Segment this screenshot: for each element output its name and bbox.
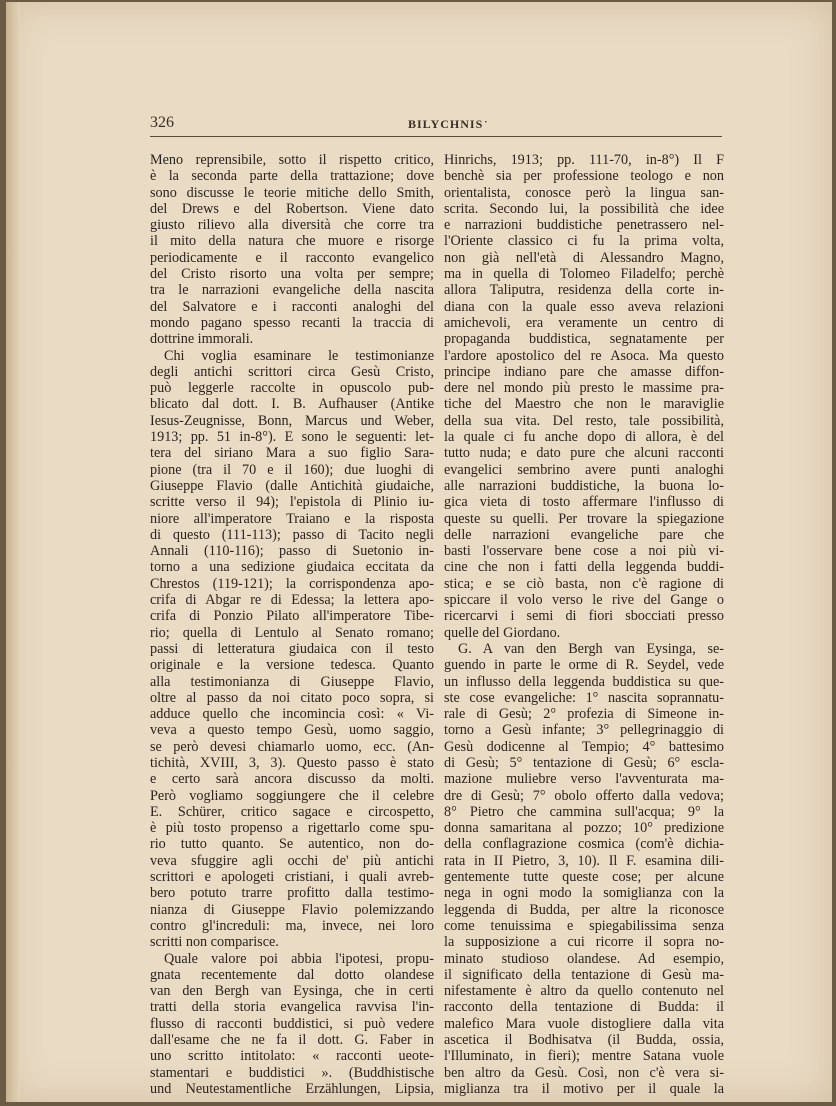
text-line: Chi voglia esaminare le testimonianze: [164, 347, 434, 364]
text-line: ben altro da Gesù. Così, non c'è vera si-: [444, 1064, 724, 1081]
text-line: del Salvatore e i racconti analoghi del: [150, 298, 434, 315]
text-line: contro gl'increduli: ma, invece, nei loro: [150, 917, 434, 934]
text-line: del Drews e del Robertson. Viene dato: [150, 200, 434, 217]
text-line: se però devesi chiamarlo uomo, ecc. (An-: [150, 738, 434, 755]
text-line: blicato dal dott. I. B. Aufhauser (Antike: [150, 396, 434, 413]
text-line: scrittori e apologeti cristiani, i quali avreb-: [150, 869, 434, 886]
running-title: BILYCHNIS: [408, 117, 484, 131]
text-line: 8° Pietro che cammina sull'acqua; 9° la: [444, 803, 724, 820]
text-line: malefico Mara vuole distogliere dalla vita: [444, 1015, 724, 1032]
text-line: guendo in parte le orme di R. Seydel, vede: [444, 657, 724, 674]
text-line: pione (tra il 70 e il 160); due luoghi di: [150, 461, 434, 478]
text-line: evangelici sembrino avere punti analoghi: [444, 461, 724, 478]
text-line: e narrazioni buddistiche penetrassero nel-: [444, 217, 724, 234]
text-line: periodicamente e il racconto evangelico: [150, 249, 434, 266]
text-line: adduce quello che incomincia così: « Vi-: [150, 706, 434, 723]
text-line: rata in II Pietro, 3, 10). Il F. esamina dili-: [444, 852, 724, 869]
text-line: tutto nuda; e dato pure che alcuni racconti: [444, 445, 724, 462]
text-line: tratti della storia evangelica ravvisa l'in-: [150, 999, 434, 1016]
text-line: rio; quella di Lentulo al Senato romano;: [150, 624, 434, 641]
text-line: della conflagrazione cosmica (com'è dichia-: [444, 836, 724, 853]
text-line: scrita. Secondo lui, la possibilità che idee: [444, 200, 724, 217]
text-line: niore all'imperatore Traiano e la risposta: [150, 510, 434, 527]
header-separator: ·: [484, 115, 488, 129]
text-line: mazione muliebre verso l'avventurata ma-: [444, 771, 724, 788]
text-line: minato studioso olandese. Ad esempio,: [444, 950, 724, 967]
text-line: stamentari e buddistici ». (Buddhistische: [150, 1064, 434, 1081]
text-line: scritte verso il 94); l'epistola di Plinio iu-: [150, 494, 434, 511]
text-line: quelle del Giordano.: [444, 624, 561, 641]
text-line: stica; e se ciò basta, non c'è ragione di: [444, 575, 724, 592]
text-line: dottrine immorali.: [150, 331, 254, 348]
text-line: tra le narrazioni evangeliche della nascita: [150, 282, 434, 299]
text-line: crifa di Ponzio Pilato all'imperatore Tibe-: [150, 608, 434, 625]
text-line: Meno reprensibile, sotto il rispetto critico,: [150, 152, 434, 168]
text-line: la supposizione a cui ricorre il sopra no-: [444, 934, 724, 951]
text-line: del Cristo risorto una volta per sempre;: [150, 266, 434, 283]
text-line: originale e la versione tedesca. Quanto: [150, 657, 434, 674]
text-line: la quale ci fu anche dopo di allora, è del: [444, 429, 724, 446]
text-line: è più tosto propenso a rigettarlo come spu-: [150, 820, 434, 837]
text-column-left: [150, 152, 434, 1097]
text-line: tichità, XVIII, 3, 3). Questo passo è stato: [150, 754, 434, 771]
text-line: mondo pagano spesso recanti la traccia di: [150, 314, 434, 331]
text-line: E. Schürer, critico sagace e circospetto,: [150, 803, 434, 820]
text-line: non già nell'età di Alessandro Magno,: [444, 249, 724, 266]
text-line: veva a questo tempo Gesù, uomo saggio,: [150, 722, 434, 739]
text-line: e certo sarà ancora discusso da molti.: [150, 771, 434, 788]
text-line: nega in ogni modo la somiglianza con la: [444, 885, 724, 902]
text-line: spiccare il volo verso le rive del Gange o: [444, 592, 724, 609]
text-line: van den Bergh van Eysinga, che in certi: [150, 983, 434, 1000]
text-line: Gesù dodicenne al Tempio; 4° battesimo: [444, 738, 724, 755]
header-rule: [150, 136, 722, 137]
text-line: donna samaritana al pozzo; 10° predizione: [444, 820, 724, 837]
text-line: il significato della tentazione di Gesù ma-: [444, 966, 724, 983]
text-line: sono discusse le teorie mitiche dello Smith,: [150, 184, 434, 201]
text-line: Chrestos (119-121); la corrispondenza apo-: [150, 575, 434, 592]
text-line: ascetica il Bodhisatva (il Budda, ossia,: [444, 1032, 724, 1049]
text-line: principe indiano pare che amasse diffon-: [444, 363, 724, 380]
page-header: [150, 114, 722, 136]
text-line: giusto rilievo alla diversità che corre tra: [150, 217, 434, 234]
text-line: Giuseppe Flavio (dalle Antichità giudaiche,: [150, 477, 434, 494]
text-line: nifestamente è altro da quello contenuto nel: [444, 983, 724, 1000]
text-line: ricercarvi i semi di fiori sbocciati presso: [444, 608, 724, 625]
text-line: G. A van den Bergh van Eysinga, se-: [458, 640, 724, 657]
text-line: Hinrichs, 1913; pp. 111-70, in-8°) Il F: [444, 152, 724, 168]
text-line: und Neutestamentliche Erzählungen, Lipsia,: [150, 1080, 434, 1097]
text-line: leggenda di Budda, per altre la riconosce: [444, 901, 724, 918]
text-line: gentemente tutte queste cose; per alcune: [444, 869, 724, 886]
text-line: scritti non comparisce.: [150, 934, 279, 951]
text-line: ste cose evangeliche: 1° nascita soprannatu-: [444, 689, 724, 706]
text-line: può leggerle raccolte in opuscolo pub-: [150, 380, 434, 397]
text-line: l'ardore apostolico del re Asoca. Ma questo: [444, 347, 724, 364]
text-line: veva sfuggire agli occhi de' più antichi: [150, 852, 434, 869]
text-line: alla testimonianza di Giuseppe Flavio,: [150, 673, 434, 690]
text-line: diana con la quale esso aveva relazioni: [444, 298, 724, 315]
text-line: dre di Gesù; 7° obolo offerto dalla vedova;: [444, 787, 724, 804]
text-line: rale di Gesù; 2° profezia di Simeone in-: [444, 706, 724, 723]
text-line: di questo (111-113); passo di Tacito negli: [150, 526, 434, 543]
text-line: delle narrazioni evangeliche pare che: [444, 526, 724, 543]
text-line: il mito della natura che muore e risorge: [150, 233, 434, 250]
text-line: torno a una sedizione giudaica eccitata da: [150, 559, 434, 576]
text-line: dall'esame che ne fa il dott. G. Faber in: [150, 1032, 434, 1049]
text-line: basti l'osservare bene cose a noi più vi-: [444, 543, 724, 560]
text-line: bero potuto trarre profitto dalla testimo-: [150, 885, 434, 902]
page-number: 326: [150, 114, 174, 131]
text-line: tiche del Maestro che non le maraviglie: [444, 396, 724, 413]
text-line: benchè sia per professione teologo e non: [444, 168, 724, 185]
text-line: passi di letteratura giudaica con il testo: [150, 640, 434, 657]
text-line: Annali (110-116); passo di Suetonio in-: [150, 543, 434, 560]
text-line: Iesus-Zeugnisse, Bonn, Marcus und Weber,: [150, 412, 434, 429]
text-line: queste su quelli. Per trovare la spiegazione: [444, 510, 724, 527]
text-line: della sua vita. Del resto, tale possibilità,: [444, 412, 724, 429]
text-line: 1913; pp. 51 in-8°). E sono le seguenti: let-: [150, 429, 434, 446]
text-line: dere nel mondo più presto le massime pra-: [444, 380, 724, 397]
text-line: orientalista, conosce però la lingua san-: [444, 184, 724, 201]
text-line: Però vogliamo soggiungere che il celebre: [150, 787, 434, 804]
text-line: degli antichi scrittori circa Gesù Cristo,: [150, 363, 434, 380]
text-line: rio tutto quanto. Se autentico, non do-: [150, 836, 434, 853]
text-line: ma in quella di Tolomeo Filadelfo; perchè: [444, 266, 724, 283]
text-line: crifa di Abgar re di Edessa; la lettera apo-: [150, 592, 434, 609]
text-line: torno a Gesù infante; 3° pellegrinaggio di: [444, 722, 724, 739]
text-line: tera del siriano Mara a suo figlio Sara-: [150, 445, 434, 462]
text-line: allora Taliputra, residenza della corte in-: [444, 282, 724, 299]
text-line: è la seconda parte della trattazione; dove: [150, 168, 434, 185]
text-line: nianza di Giuseppe Flavio polemizzando: [150, 901, 434, 918]
text-line: di Gesù; 5° tentazione di Gesù; 6° escla-: [444, 754, 724, 771]
text-line: flusso di racconti buddistici, si può vedere: [150, 1015, 434, 1032]
text-line: miglianza tra il motivo per il quale la: [444, 1080, 724, 1097]
text-line: propaganda buddistica, segnatamente per: [444, 331, 724, 348]
text-line: alle narrazioni buddistiche, la buona lo-: [444, 477, 724, 494]
text-line: cine che non i fatti della leggenda buddi-: [444, 559, 724, 576]
page-gutter: [6, 2, 20, 1102]
text-line: gica vieta di tosto affermare l'influsso di: [444, 494, 724, 511]
text-column-right: [444, 152, 724, 1097]
text-line: oltre al passo da noi citato poco sopra, si: [150, 689, 434, 706]
text-line: amichevoli, era veramente un centro di: [444, 314, 724, 331]
text-line: gnata recentemente dal dotto olandese: [150, 966, 434, 983]
text-line: un influsso della leggenda buddistica su que-: [444, 673, 724, 690]
text-line: come tenuissima e spiegabilissima senza: [444, 917, 724, 934]
text-line: Quale valore poi abbia l'ipotesi, propu-: [164, 950, 434, 967]
text-line: l'Oriente classico ci fu la prima volta,: [444, 233, 724, 250]
text-line: racconto della tentazione di Budda: il: [444, 999, 724, 1016]
text-line: l'Illuminato, in fieri); mentre Satana vuole: [444, 1048, 724, 1065]
text-line: uno scritto intitolato: « racconti ueote-: [150, 1048, 434, 1065]
